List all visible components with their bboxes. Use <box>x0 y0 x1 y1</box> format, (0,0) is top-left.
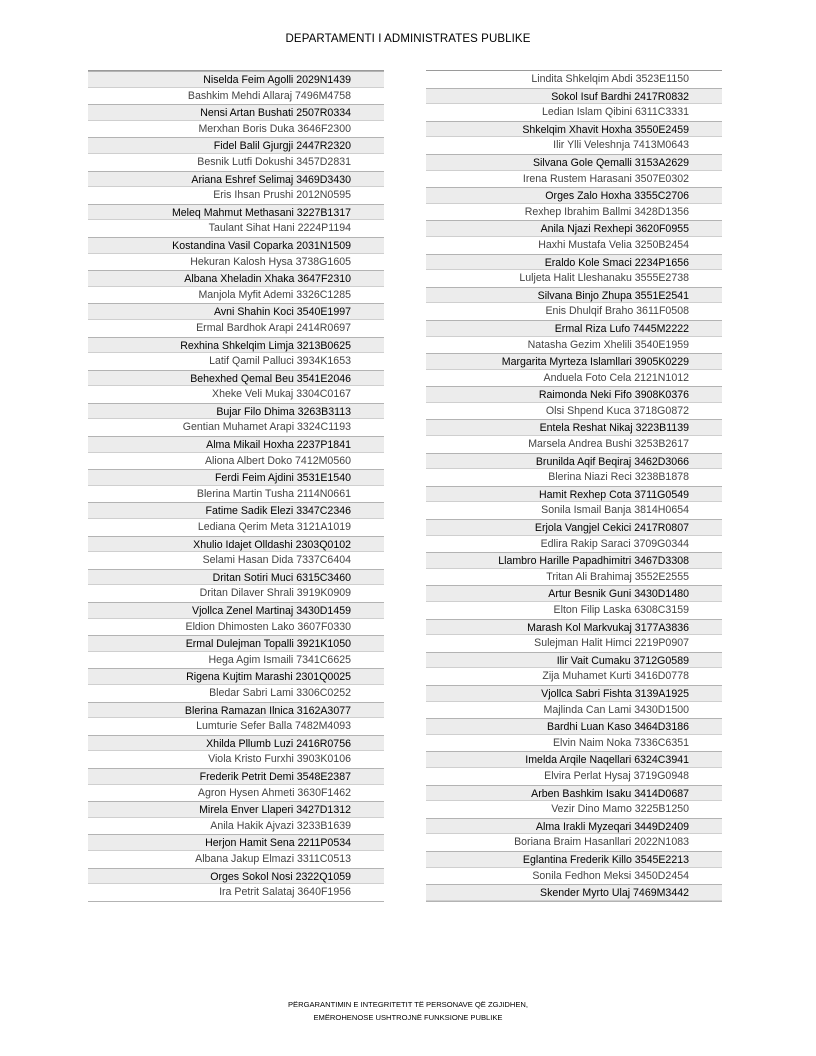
name-entry: Hekuran Kalosh Hysa 3738G1605 <box>190 255 351 268</box>
name-entry: Ilir Ylli Veleshnja 7413M0643 <box>553 139 689 152</box>
name-entry: Herjon Hamit Sena 2211P0534 <box>88 834 384 851</box>
name-entry: Alma Mikail Hoxha 2237P1841 <box>88 436 384 453</box>
name-entry: Nensi Artan Bushati 2507R0334 <box>88 104 384 121</box>
name-entry: Albana Xheladin Xhaka 3647F2310 <box>88 270 384 287</box>
name-entry: Behexhed Qemal Beu 3541E2046 <box>88 370 384 387</box>
name-entry: Blerina Ramazan Ilnica 3162A3077 <box>88 702 384 719</box>
name-entry: Blerina Niazi Reci 3238B1878 <box>548 471 689 484</box>
name-entry: Eldion Dhimosten Lako 3607F0330 <box>185 620 351 633</box>
name-entry: Raimonda Neki Fifo 3908K0376 <box>426 386 722 403</box>
name-entry: Tritan Ali Brahimaj 3552E2555 <box>546 570 689 583</box>
name-entry: Merxhan Boris Duka 3646F2300 <box>198 122 351 135</box>
name-entry: Artur Besnik Guni 3430D1480 <box>426 585 722 602</box>
name-entry: Latif Qamil Palluci 3934K1653 <box>209 355 351 368</box>
name-entry: Niselda Feim Agolli 2029N1439 <box>88 71 384 88</box>
name-entry: Ira Petrit Salataj 3640F1956 <box>219 886 351 899</box>
name-entry: Lumturie Sefer Balla 7482M4093 <box>196 720 351 733</box>
name-entry: Rigena Kujtim Marashi 2301Q0025 <box>88 668 384 685</box>
name-entry: Besnik Lutfi Dokushi 3457D2831 <box>197 155 351 168</box>
name-entry: Boriana Braim Hasanllari 2022N1083 <box>514 836 689 849</box>
name-entry: Bashkim Mehdi Allaraj 7496M4758 <box>187 89 351 102</box>
name-entry: Olsi Shpend Kuca 3718G0872 <box>545 404 689 417</box>
name-entry: Majlinda Can Lami 3430D1500 <box>543 703 689 716</box>
name-entry: Llambro Harille Papadhimitri 3467D3308 <box>426 552 722 569</box>
name-entry: Erjola Vangjel Cekici 2417R0807 <box>426 519 722 536</box>
name-entry: Ledian Islam Qibini 6311C3331 <box>541 106 689 119</box>
footer-line-2: EMËROHENOSE USHTROJNË FUNKSIONE PUBLIKE <box>313 1013 503 1022</box>
name-entry: Gentian Muhamet Arapi 3324C1193 <box>182 421 351 434</box>
name-entry: Eris Ihsan Prushi 2012N0595 <box>213 189 351 202</box>
name-entry: Sulejman Halit Himci 2219P0907 <box>534 637 689 650</box>
name-entry: Manjola Myfit Ademi 3326C1285 <box>198 288 351 301</box>
name-entry: Shkelqim Xhavit Hoxha 3550E2459 <box>426 121 722 138</box>
name-entry: Marash Kol Markvukaj 3177A3836 <box>426 619 722 636</box>
name-entry: Ilir Vait Cumaku 3712G0589 <box>426 652 722 669</box>
name-entry: Xhilda Pllumb Luzi 2416R0756 <box>88 735 384 752</box>
name-entry: Natasha Gezim Xhelili 3540E1959 <box>527 338 689 351</box>
name-entry: Anduela Foto Cela 2121N1012 <box>543 371 689 384</box>
name-entry: Zija Muhamet Kurti 3416D0778 <box>542 670 689 683</box>
name-entry: Orges Zalo Hoxha 3355C2706 <box>426 187 722 204</box>
name-entry: Bardhi Luan Kaso 3464D3186 <box>426 718 722 735</box>
name-entry: Imelda Arqile Naqellari 6324C3941 <box>426 751 722 768</box>
name-entry: Dritan Sotiri Muci 6315C3460 <box>88 569 384 586</box>
name-entry: Margarita Myrteza Islamllari 3905K0229 <box>426 353 722 370</box>
name-entry: Rexhep Ibrahim Ballmi 3428D1356 <box>524 205 689 218</box>
name-entry: Bujar Filo Dhima 3263B3113 <box>88 403 384 420</box>
name-entry: Dritan Dilaver Shrali 3919K0909 <box>199 587 351 600</box>
name-entry: Elvin Naim Noka 7336C6351 <box>552 736 689 749</box>
name-entry: Hamit Rexhep Cota 3711G0549 <box>426 486 722 503</box>
name-entry: Eglantina Frederik Killo 3545E2213 <box>426 851 722 868</box>
name-entry: Haxhi Mustafa Velia 3250B2454 <box>538 238 689 251</box>
name-entry: Xheke Veli Mukaj 3304C0167 <box>212 388 351 401</box>
name-entry: Marsela Andrea Bushi 3253B2617 <box>528 438 689 451</box>
name-entry: Silvana Gole Qemalli 3153A2629 <box>426 154 722 171</box>
page-footer <box>0 998 816 1024</box>
name-entry: Anila Hakik Ajvazi 3233B1639 <box>210 819 351 832</box>
name-entry: Luljeta Halit Lleshanaku 3555E2738 <box>519 272 689 285</box>
name-entry: Kostandina Vasil Coparka 2031N1509 <box>88 237 384 254</box>
name-entry: Brunilda Aqif Beqiraj 3462D3066 <box>426 453 722 470</box>
name-entry: Viola Kristo Furxhi 3903K0106 <box>208 753 351 766</box>
name-entry: Mirela Enver Llaperi 3427D1312 <box>88 801 384 818</box>
name-entry: Lediana Qerim Meta 3121A1019 <box>197 521 351 534</box>
name-entry: Taulant Sihat Hani 2224P1194 <box>208 222 351 235</box>
name-entry: Rexhina Shkelqim Limja 3213B0625 <box>88 337 384 354</box>
name-entry: Meleq Mahmut Methasani 3227B1317 <box>88 204 384 221</box>
name-entry: Ferdi Feim Ajdini 3531E1540 <box>88 469 384 486</box>
name-entry: Sonila Fedhon Meksi 3450D2454 <box>532 869 689 882</box>
name-entry: Lindita Shkelqim Abdi 3523E1150 <box>531 73 689 85</box>
name-entry: Fatime Sadik Elezi 3347C2346 <box>88 502 384 519</box>
names-column-left <box>88 70 384 902</box>
name-entry: Elvira Perlat Hysaj 3719G0948 <box>544 769 689 782</box>
name-entry: Anila Njazi Rexhepi 3620F0955 <box>426 220 722 237</box>
name-entry: Vjollca Zenel Martinaj 3430D1459 <box>88 602 384 619</box>
name-entry: Arben Bashkim Isaku 3414D0687 <box>426 785 722 802</box>
name-entry: Entela Reshat Nikaj 3223B1139 <box>426 419 722 436</box>
page-title: DEPARTAMENTI I ADMINISTRATES PUBLIKE <box>285 33 531 45</box>
name-entry: Bledar Sabri Lami 3306C0252 <box>209 686 351 699</box>
name-entry: Alma Irakli Myzeqari 3449D2409 <box>426 818 722 835</box>
name-entry: Frederik Petrit Demi 3548E2387 <box>88 768 384 785</box>
name-entry: Blerina Martin Tusha 2114N0661 <box>196 487 351 500</box>
name-entry: Elton Filip Laska 6308C3159 <box>553 604 689 616</box>
column-bottom-rule <box>88 901 384 902</box>
footer-line-1: PËRGARANTIMIN E INTEGRITETIT TË PERSONAVE QË ZGJIDHEN, <box>287 1000 529 1009</box>
name-entry: Eraldo Kole Smaci 2234P1656 <box>426 254 722 271</box>
name-entry: Albana Jakup Elmazi 3311C0513 <box>195 852 351 865</box>
name-entry: Silvana Binjo Zhupa 3551E2541 <box>426 287 722 304</box>
name-entry: Fidel Balil Gjurgji 2447R2320 <box>88 137 384 154</box>
name-entry: Edlira Rakip Saraci 3709G0344 <box>540 537 689 550</box>
name-entry: Ermal Riza Lufo 7445M2222 <box>426 320 722 337</box>
name-entry: Ermal Bardhok Arapi 2414R0697 <box>196 321 351 334</box>
name-entry: Irena Rustem Harasani 3507E0302 <box>522 172 689 185</box>
name-entry: Aliona Albert Doko 7412M0560 <box>204 454 351 467</box>
name-entry: Selami Hasan Dida 7337C6404 <box>202 554 351 567</box>
name-entry: Ariana Eshref Selimaj 3469D3430 <box>88 171 384 188</box>
name-entry: Sonila Ismail Banja 3814H0654 <box>541 504 689 517</box>
name-entry: Sokol Isuf Bardhi 2417R0832 <box>426 88 722 105</box>
name-entry: Vezir Dino Mamo 3225B1250 <box>551 803 689 816</box>
name-entry: Vjollca Sabri Fishta 3139A1925 <box>426 685 722 702</box>
name-entry: Hega Agim Ismaili 7341C6625 <box>208 653 351 666</box>
name-entry: Skender Myrto Ulaj 7469M3442 <box>426 884 722 901</box>
name-entry: Avni Shahin Koci 3540E1997 <box>88 303 384 320</box>
name-entry: Xhulio Idajet Olldashi 2303Q0102 <box>88 536 384 553</box>
column-bottom-rule <box>426 901 722 902</box>
name-entry: Ermal Dulejman Topalli 3921K1050 <box>88 635 384 652</box>
name-entry: Orges Sokol Nosi 2322Q1059 <box>88 868 384 885</box>
name-entry: Enis Dhulqif Braho 3611F0508 <box>545 305 689 318</box>
name-entry: Agron Hysen Ahmeti 3630F1462 <box>197 786 351 799</box>
names-column-right <box>426 70 722 902</box>
